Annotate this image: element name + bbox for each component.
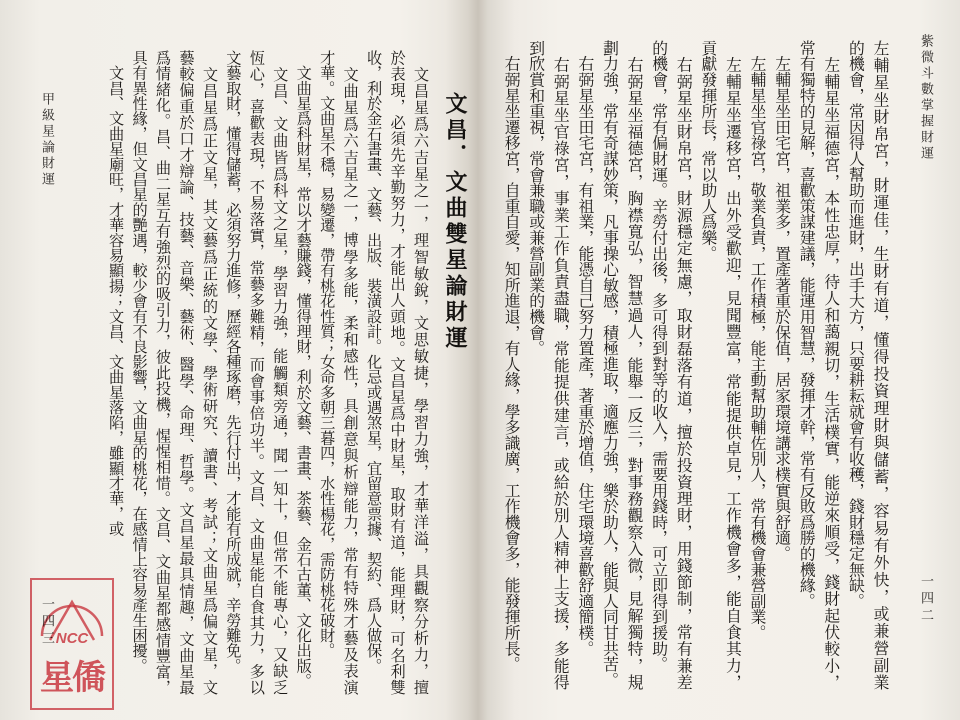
- right-column-11: 右弼星坐福德宮，胸襟寬弘，智慧過人，能舉一反三，對事務觀察入微，見解獨特，規: [625, 40, 645, 690]
- stamp-logo-text: NCC: [55, 630, 89, 647]
- left-column-11: 藝較偏重於口才辯論、技藝、音樂、藝術、醫學、命理、哲學。文昌星最具情趣，文曲星最: [177, 50, 196, 695]
- left-column-5: 才華。文曲星不穩，易變遷，帶有桃花性質；女命多朝三暮四，水性楊花，需防桃花破財。: [318, 50, 337, 658]
- left-page-number: 一四三: [39, 597, 54, 648]
- right-column-12: 劃力強，常有奇謀妙策，凡事操心敏感，積極進取，適應力強，樂於助人，能與人同甘共苦。: [600, 40, 620, 688]
- left-page-body: [103, 50, 432, 695]
- right-column-15: 到欣賞和重視，常會兼職或兼營副業的機會。: [526, 40, 546, 356]
- right-page-number: 一四二: [918, 574, 933, 625]
- right-column-3: 左輔星坐福德宮，本性忠厚，待人和藹親切，生活樸實，能逆來順受，錢財起伏較小，: [821, 40, 841, 690]
- left-column-8: 恆心，喜歡表現，不易落實，常藝多難精，而會事倍功半。文昌、文曲星能自食其力，多以: [247, 50, 266, 695]
- right-page-body: [498, 40, 892, 690]
- right-column-9: 右弼星坐財帛宮，財源穩定無慮，取財磊落有道，擅於投資理財，用錢節制，常有兼差: [674, 40, 694, 690]
- stamp-emblem-icon: [32, 580, 112, 660]
- left-column-10: 文昌星爲正文星，其文藝爲正統的文學、學術研究、讀書、考試；文曲星爲偏文星，文: [200, 50, 219, 695]
- right-column-16: 右弼星坐遷移宮，自重自愛，知所進退，有人緣，學多識廣，工作機會多，能發揮所長。: [502, 40, 522, 672]
- right-running-header: 紫微斗數掌握財運: [918, 34, 933, 162]
- left-column-14: 文昌、文曲星廟旺，才華容易顯揚；文昌、文曲星落陷，雖顯才華，或: [107, 50, 126, 537]
- left-column-7: 文昌、文曲皆爲科文之星，學習力強，能觸類旁通，聞一知十，但常不能專心，又缺乏: [271, 50, 290, 695]
- chapter-title: 文昌．文曲雙星論財運: [442, 92, 468, 352]
- left-column-13: 具有異性緣，但文昌星的艷遇，較少會有不良影響，文曲星的桃花，在感情上容易產生困擾。: [130, 50, 149, 674]
- left-column-4: 文曲星爲六吉星之一，博學多能，柔和感性，具創意與析辯能力，常有特殊才藝及表演: [341, 50, 360, 695]
- left-running-header: 甲級星論財運: [39, 92, 54, 188]
- right-column-1: 左輔星坐財帛宮，財運佳，生財有道，懂得投資理財與儲蓄，容易有外快，或兼營副業: [871, 40, 890, 690]
- right-column-6: 左輔星坐官祿宮，敬業負責，工作積極，能主動幫助輔佐別人，常有機會兼營副業。: [748, 40, 768, 641]
- right-column-5: 左輔星坐田宅宮，祖業多，置產著重於保值，居家環境講求樸實與舒適。: [772, 40, 792, 562]
- right-column-2: 的機會，常因得人幫助而進財，出手大方，只要耕耘就會有收穫，錢財穩定無缺。: [846, 40, 866, 609]
- left-column-6: 文曲星爲科財星，常以才藝賺錢，懂得理財，利於文藝、書畫、茶藝、金石古董、文化出版。: [294, 50, 313, 689]
- left-column-3: 收，利於金石書畫、文藝、出版、裝潢設計。化忌或遇煞星，宜留意票據、契約、爲人做保。: [365, 50, 384, 674]
- watermark-stamp: [30, 578, 114, 710]
- right-column-13: 右弼星坐田宅宮，有祖業，能憑自己努力置產，著重於增值，住宅環境喜歡舒適簡樸。: [575, 40, 595, 657]
- right-column-10: 的機會，常有偏財運。辛勞付出後，多可得到對等的收入，需要用錢時，可立即得到援助。: [649, 40, 669, 672]
- left-column-9: 文藝取財，懂得儲蓄，必須努力進修，歷經各種琢磨，先行付出，才能有所成就，辛勞難免。: [224, 50, 243, 674]
- right-column-8: 貢獻發揮所長，常以助人爲樂。: [698, 40, 718, 262]
- stamp-name: 星僑: [40, 658, 104, 698]
- left-column-12: 爲情緒化。昌、曲二星互有強烈的吸引力，彼此投機，惺惺相惜。文昌、文曲星都感情豐富，: [154, 50, 173, 695]
- right-column-7: 左輔星坐遷移宮，出外受歡迎，見聞豐富，常能提供卓見，工作機會多，能自食其力，: [723, 40, 743, 690]
- left-column-1: 文昌星爲六吉星之一，理智敏銳，文思敏捷，學習力強，才華洋溢，具觀察分析力，擅: [412, 50, 430, 695]
- left-column-2: 於表現，必須先辛勤努力，才能出人頭地。文昌星爲中財星，取財有道，能理財，可名利雙: [388, 50, 407, 695]
- right-column-14: 右弼星坐官祿宮，事業工作負責盡職，常能提供建言，或給於別人精神上支援，多能得: [551, 40, 571, 690]
- right-column-4: 常有獨特的見解，喜歡策謀建議，能運用智慧，發揮才幹，常有反敗爲勝的機緣。: [797, 40, 817, 609]
